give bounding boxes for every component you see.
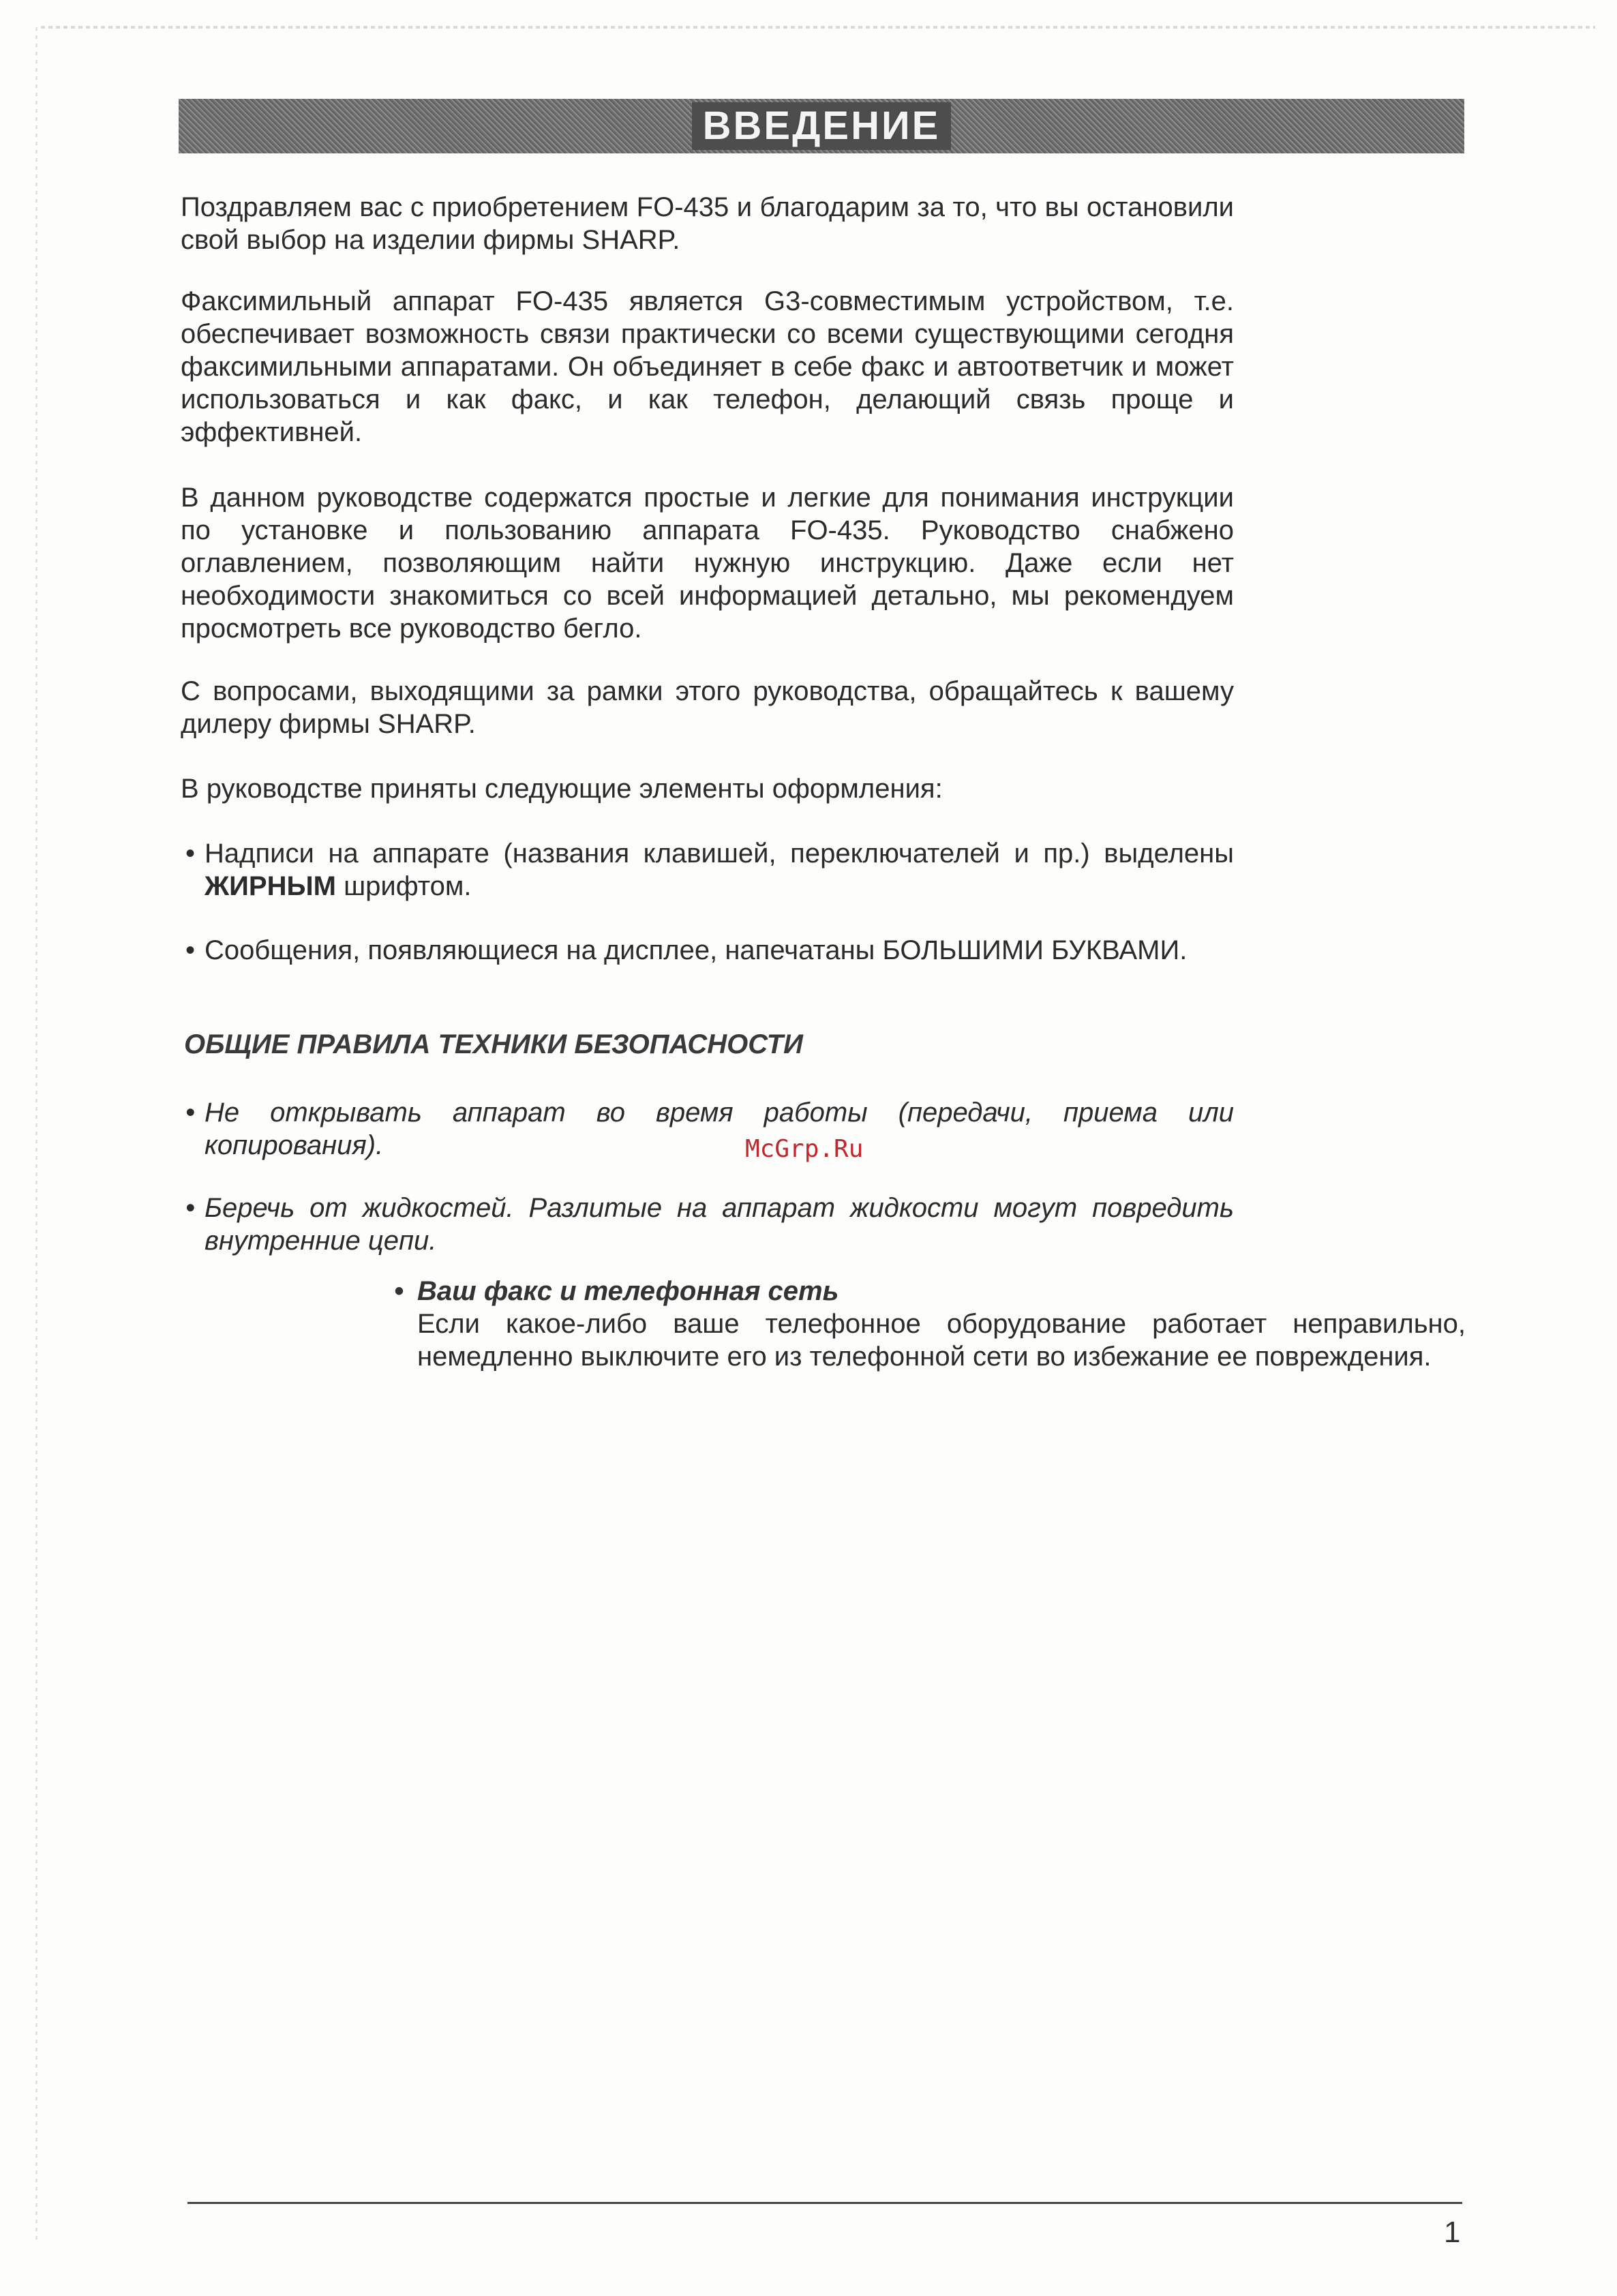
fax-network-block: [394, 1275, 1466, 1373]
watermark-logo: McGrp.Ru: [745, 1135, 864, 1163]
bullet-marker: •: [394, 1276, 404, 1306]
safety-text-2: Беречь от жидкостей. Разлитые на аппарат жидкости могут повредить внутренние цепи.: [205, 1193, 1234, 1256]
bold-example: ЖИРНЫМ: [205, 871, 336, 901]
fax-network-text: Если какое-либо ваше телефонное оборудование работает неправильно, немедленно выключите его из телефонной сети во избежание ее повреждения.: [417, 1309, 1466, 1372]
convention-text-bold: Надписи на аппарате (названия клавишей, переключателей и пр.) выделены ЖИРНЫМ шрифтом.: [205, 839, 1234, 901]
safety-text-1: Не открывать аппарат во время работы (передачи, приема или копирования).: [205, 1098, 1234, 1160]
bullet-marker: •: [185, 839, 196, 868]
safety-list-item-2: [185, 1192, 1234, 1257]
bullet-marker: •: [185, 1193, 196, 1223]
bullet-marker: •: [185, 1098, 196, 1128]
bullet-marker: •: [185, 935, 196, 965]
intro-paragraph-2: Факсимильный аппарат FO-435 является G3-совместимым устройством, т.е. обеспечивает возможность связи практически со всеми существующими сегодня факсимильными аппаратами. Он объединяет в себе факс и автоответчик и может использоваться и как факс, и как телефон, делающий связь проще и эффективней.: [181, 286, 1234, 447]
intro-paragraph-3: В данном руководстве содержатся простые и легкие для понимания инструкции по установке и пользованию аппарата FO-435. Руководство снабжено оглавлением, позволяющим найти нужную инструкцию. Даже если нет необходимости знакомиться со всей информацией детально, мы рекомендуем просмотреть все руководство бегло.: [181, 483, 1234, 644]
convention-text-caps: Сообщения, появляющиеся на дисплее, напечатаны БОЛЬШИМИ БУКВАМИ.: [205, 935, 1188, 965]
scan-artifact-top: [41, 26, 1595, 29]
safety-list-item-1: [185, 1096, 1234, 1162]
intro-paragraph-4: С вопросами, выходящими за рамки этого руководства, обращайтесь к вашему дилеру фирмы SHARP.: [181, 676, 1234, 739]
convention-list-item-bold: [185, 837, 1234, 903]
convention-list-item-caps: [185, 934, 1234, 967]
intro-paragraph-5: В руководстве приняты следующие элементы оформления:: [181, 774, 943, 804]
page-title: ВВЕДЕНИЕ: [692, 102, 952, 150]
intro-paragraph-1: Поздравляем вас с приобретением FO-435 и благодарим за то, что вы остановили свой выбор на изделии фирмы SHARP.: [181, 192, 1234, 255]
page-number: 1: [1444, 2216, 1461, 2249]
scan-artifact-left: [35, 27, 37, 2243]
safety-heading: ОБЩИЕ ПРАВИЛА ТЕХНИКИ БЕЗОПАСНОСТИ: [184, 1029, 803, 1059]
section-header-bar: [179, 99, 1464, 153]
fax-network-heading: • Ваш факс и телефонная сеть: [394, 1276, 839, 1306]
footer-divider: [187, 2202, 1462, 2204]
